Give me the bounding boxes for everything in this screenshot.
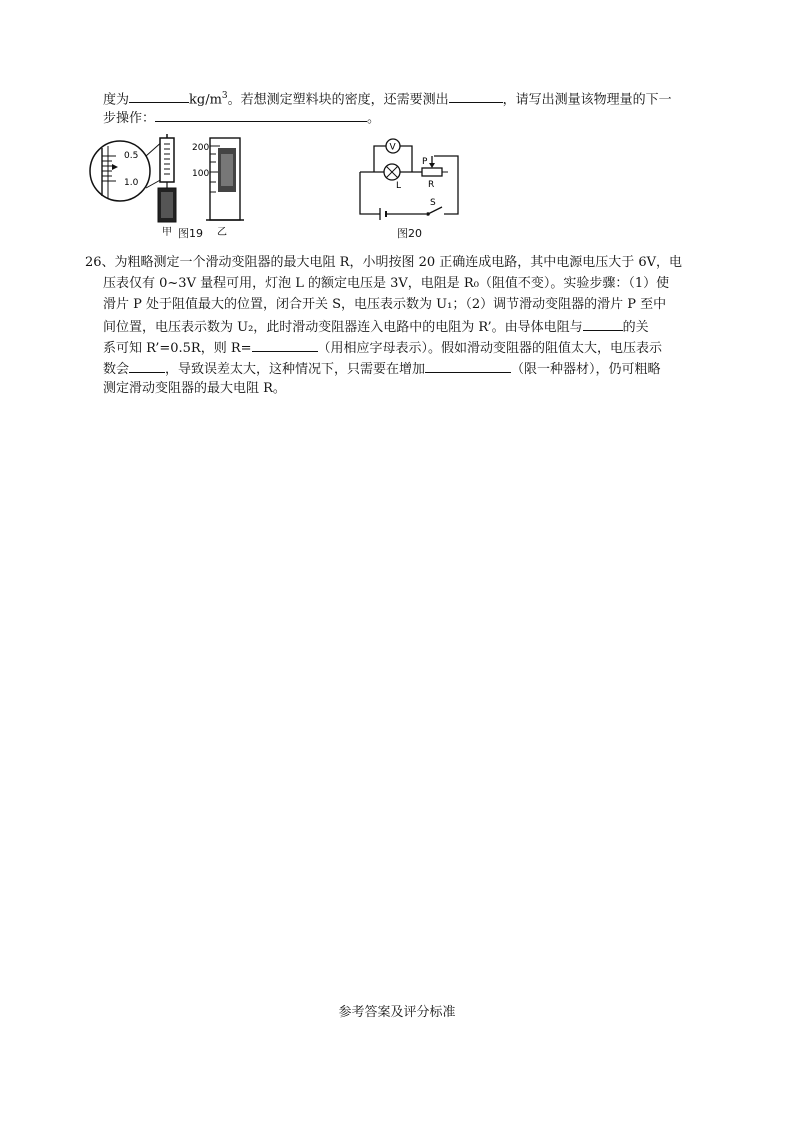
- answer-blank: [425, 359, 511, 373]
- rheostat: [422, 168, 442, 176]
- figure-20: [356, 134, 464, 226]
- voltmeter-label: V: [389, 142, 396, 153]
- switch-label: S: [430, 198, 436, 208]
- figure-19-caption: 图19: [178, 227, 203, 240]
- q26-text: 的关: [622, 320, 649, 335]
- q26-text: 系可知 R’=0.5R，则 R=: [103, 341, 252, 356]
- answer-blank: [252, 338, 318, 352]
- q25-text: ，请写出测量该物理量的下一: [502, 92, 672, 108]
- q26-line-5: [103, 338, 662, 358]
- q26-text: 压表仅有 0~3V 量程可用，灯泡 L 的额定电压是 3V，电阻是 R₀（阻值不变）。实验步骤：（1）使: [103, 276, 670, 291]
- rheostat-label: R: [428, 180, 435, 190]
- q25-text: 步操作：: [103, 111, 156, 126]
- q26-line-4: [103, 317, 649, 337]
- answer-blank: [155, 108, 367, 122]
- slider-label: P: [422, 157, 428, 167]
- q26-line-6: [103, 359, 661, 379]
- switch: [428, 207, 442, 214]
- q26-text: 间位置，电压表示数为 U₂，此时滑动变阻器连入电路中的电阻为 R’。由导体电阻与: [103, 320, 583, 335]
- figure-label-yi: 乙: [217, 227, 227, 238]
- q26-text: 滑片 P 处于阻值最大的位置，闭合开关 S，电压表示数为 U₁；（2）调节滑动变阻器的滑片 P 至中: [103, 297, 667, 312]
- q26-text: （用相应字母表示）。假如滑动变阻器的阻值太大，电压表示: [317, 341, 663, 356]
- q26-line-3: [103, 296, 666, 314]
- q26-text: 数会: [103, 362, 130, 377]
- q25-text: 度为: [103, 92, 130, 108]
- lamp-label: L: [396, 181, 402, 191]
- answer-blank: [129, 89, 189, 103]
- figure-19: [88, 134, 248, 240]
- unit-exponent: 3: [221, 91, 228, 101]
- unit-text: kg/m: [189, 92, 222, 108]
- spring-scale: [160, 138, 174, 182]
- figure-label-jia: 甲: [162, 227, 172, 238]
- q26-text: 26、为粗略测定一个滑动变阻器的最大电阻 R，小明按图 20 正确连成电路，其中电源电压大于 6V，电: [85, 255, 683, 270]
- cylinder-mark: 100: [192, 169, 210, 179]
- answer-blank: [449, 89, 503, 103]
- slider-p: [429, 163, 435, 168]
- magnifier-circle: [90, 141, 150, 201]
- q26-line-7: [103, 380, 286, 398]
- q26-text: （限一种器材），仍可粗略: [511, 362, 661, 377]
- q25-text: 。若想测定塑料块的密度，还需要测出: [227, 92, 449, 108]
- answer-blank: [583, 317, 623, 331]
- q26-line-2: [103, 275, 669, 293]
- q26-line-1: [85, 254, 682, 272]
- figure-20-caption: 图20: [397, 227, 422, 240]
- answer-key-heading: 参考答案及评分标准: [338, 1005, 456, 1020]
- q25-line-1: [103, 87, 672, 109]
- q25-text: 。: [367, 111, 381, 126]
- tick-label: 0.5: [124, 151, 139, 161]
- answer-blank: [129, 359, 165, 373]
- q25-line-2: [103, 108, 380, 128]
- q26-text: ，导致误差太大，这种情况下，只需要在增加: [165, 362, 426, 377]
- tick-label: 1.0: [124, 178, 139, 188]
- cylinder-mark: 200: [192, 143, 210, 153]
- q26-text: 测定滑动变阻器的最大电阻 R。: [103, 381, 286, 396]
